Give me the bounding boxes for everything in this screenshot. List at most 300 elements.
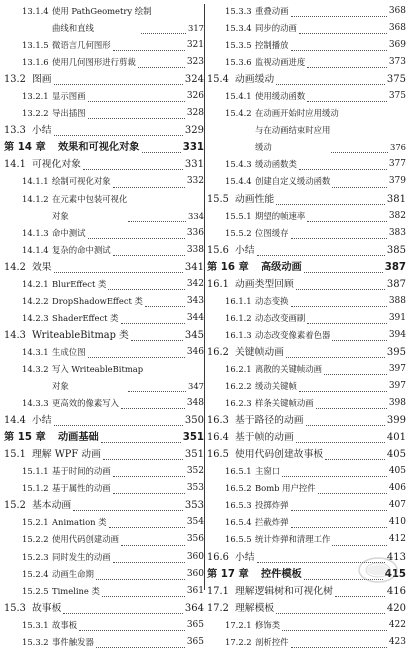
toc-number: 13.1.5 xyxy=(22,40,49,51)
toc-page-number: 328 xyxy=(186,108,204,119)
toc-title: 重叠动画 xyxy=(255,6,289,16)
toc-page-number: 323 xyxy=(186,57,204,68)
toc-entry xyxy=(4,71,204,88)
toc-number: 16.3 xyxy=(207,415,229,427)
toc-entry xyxy=(4,276,204,293)
toc-page-number: 395 xyxy=(386,346,406,358)
toc-title: 拦截炸弹 xyxy=(255,517,289,528)
toc-entry xyxy=(207,20,406,37)
toc-title: 与在动画结束时应用 xyxy=(255,125,331,136)
toc-entry xyxy=(207,88,406,105)
toc-leader-dots xyxy=(141,33,186,34)
toc-entry xyxy=(207,54,406,71)
toc-entry xyxy=(4,173,204,190)
toc-entry xyxy=(4,514,204,531)
toc-number: 13.2 xyxy=(4,74,26,86)
toc-title: 理解模板 xyxy=(235,602,275,614)
toc-leader-dots xyxy=(113,50,185,51)
toc-leader-dots xyxy=(332,340,386,341)
toc-page-number: 373 xyxy=(388,57,406,68)
toc-title: Animation 类 xyxy=(52,517,107,528)
toc-leader-dots xyxy=(282,476,387,477)
toc-entry xyxy=(207,531,406,548)
toc-leader-dots xyxy=(276,613,385,614)
toc-title: 效果和可视化对象 xyxy=(58,142,140,154)
toc-page-number: 406 xyxy=(388,483,406,494)
toc-title: 小结 xyxy=(32,125,52,137)
toc-page-number: 334 xyxy=(188,210,204,221)
toc-title: 命中测试 xyxy=(52,227,86,238)
toc-page-number: 317 xyxy=(188,23,204,34)
toc-page-number: 375 xyxy=(388,91,406,102)
toc-page-number: 420 xyxy=(386,602,406,614)
toc-title: 曲线和直线 xyxy=(52,23,94,34)
toc-number: 15.2.5 xyxy=(22,585,49,596)
toc-leader-dots xyxy=(54,272,183,273)
toc-page-number: 413 xyxy=(386,551,406,563)
toc-entry xyxy=(207,242,406,259)
toc-leader-dots xyxy=(325,459,385,460)
toc-title: 创建自定义缓动函数 xyxy=(255,176,331,187)
toc-title: 效果 xyxy=(32,261,52,273)
toc-number: 17.2.1 xyxy=(225,619,252,630)
toc-page-number: 324 xyxy=(184,74,204,86)
toc-entry xyxy=(4,480,204,497)
toc-title: 基本动画 xyxy=(32,500,72,512)
toc-number: 14.2.2 xyxy=(22,295,49,306)
toc-title: 高级动画 xyxy=(261,261,302,273)
toc-title: BlurEffect 类 xyxy=(52,278,107,289)
toc-entry xyxy=(4,566,204,583)
toc-leader-dots xyxy=(291,527,387,528)
toc-leader-dots xyxy=(145,306,185,307)
toc-page-number: 379 xyxy=(388,176,406,187)
toc-title: 缓动 xyxy=(255,142,272,153)
toc-title: 使用代码创建故事板 xyxy=(235,449,324,461)
toc-number: 15.6 xyxy=(207,244,229,256)
toc-entry xyxy=(207,276,406,293)
toc-number: 16.2.2 xyxy=(225,381,252,392)
toc-entry xyxy=(207,3,406,20)
toc-page-number: 387 xyxy=(386,278,406,290)
toc-leader-dots xyxy=(291,647,387,648)
toc-leader-dots xyxy=(138,67,185,68)
toc-number: 14.2.1 xyxy=(22,278,49,289)
toc-leader-dots xyxy=(73,510,183,511)
toc-leader-dots xyxy=(109,527,185,528)
toc-number: 14.1 xyxy=(4,159,26,171)
toc-leader-dots xyxy=(291,238,387,239)
toc-entry xyxy=(207,463,406,480)
toc-page-number: 397 xyxy=(388,381,406,392)
toc-number: 14.3 xyxy=(4,329,26,341)
toc-title: 动画性能 xyxy=(235,193,275,205)
toc-page-number: 368 xyxy=(388,6,406,16)
toc-entry xyxy=(207,71,406,88)
toc-page-number: 361 xyxy=(186,585,204,596)
toc-number: 16.5.5 xyxy=(225,534,252,545)
toc-entry xyxy=(4,259,204,276)
column-divider xyxy=(204,4,205,590)
toc-page-number: 360 xyxy=(186,551,204,562)
toc-page-number: 385 xyxy=(386,244,406,256)
toc-page-number: 394 xyxy=(388,329,406,340)
toc-title: 动态改变画刷 xyxy=(255,312,306,323)
toc-number: 16.2.3 xyxy=(225,398,252,409)
toc-title: 动态改变像素着色器 xyxy=(255,329,331,340)
toc-number: 16.5.4 xyxy=(225,517,252,528)
toc-number: 15.3.1 xyxy=(22,619,49,630)
toc-leader-dots xyxy=(331,152,388,153)
toc-number: 第 15 章 xyxy=(4,432,46,444)
toc-leader-dots xyxy=(282,630,387,631)
toc-page-number: 397 xyxy=(388,363,406,374)
toc-page-number: 387 xyxy=(384,261,406,273)
toc-leader-dots xyxy=(113,255,185,256)
toc-entry xyxy=(4,583,204,600)
toc-page-number: 351 xyxy=(184,449,204,461)
toc-title: 生成位图 xyxy=(52,346,86,357)
toc-number: 15.2.4 xyxy=(22,568,49,579)
toc-leader-dots xyxy=(332,187,386,188)
toc-title: 对象 xyxy=(52,210,69,221)
toc-page-number: 388 xyxy=(388,295,406,306)
toc-number: 15.1 xyxy=(4,449,26,461)
toc-entry xyxy=(4,344,204,361)
toc-chapter xyxy=(4,429,204,446)
toc-entry xyxy=(4,310,204,327)
toc-page-number: 391 xyxy=(388,312,406,323)
toc-leader-dots xyxy=(113,493,185,494)
toc-title: 小结 xyxy=(32,415,52,427)
toc-page-number: 331 xyxy=(184,159,204,171)
toc-entry xyxy=(207,225,406,242)
toc-number: 16.5.2 xyxy=(225,483,252,494)
toc-number: 17.2.2 xyxy=(225,636,252,647)
toc-entry xyxy=(4,156,204,173)
toc-title: 小结 xyxy=(235,244,255,256)
toc-number: 13.2.1 xyxy=(22,91,49,102)
toc-leader-dots xyxy=(304,272,383,273)
toc-entry xyxy=(4,37,204,54)
toc-leader-dots xyxy=(88,118,185,119)
toc-number: 14.2 xyxy=(4,261,26,273)
toc-entry xyxy=(4,3,204,20)
toc-page-number: 348 xyxy=(186,398,204,409)
toc-leader-dots xyxy=(291,306,387,307)
toc-title: 使用 PathGeometry 绘制 xyxy=(52,6,152,16)
toc-title: 基于时间的动画 xyxy=(52,466,111,477)
toc-entry xyxy=(4,105,204,122)
toc-title: Bomb 用户控件 xyxy=(255,483,316,494)
toc-number: 16.2.1 xyxy=(225,363,252,374)
toc-title: 期望的帧速率 xyxy=(255,210,306,221)
toc-title: 显示图画 xyxy=(52,91,86,102)
toc-page-number: 415 xyxy=(384,568,406,580)
toc-entry xyxy=(207,480,406,497)
toc-leader-dots xyxy=(83,169,183,170)
toc-title: 基于帧的动画 xyxy=(235,432,294,444)
toc-title: 更高效的像素写入 xyxy=(52,398,119,409)
watermark-stamp-icon xyxy=(357,555,399,585)
toc-page-number: 416 xyxy=(386,585,406,597)
toc-title: 理解 WPF 动画 xyxy=(32,449,101,461)
toc-entry xyxy=(207,378,406,395)
toc-number: 15.2.1 xyxy=(22,517,49,528)
toc-chapter xyxy=(207,259,406,276)
toc-title: 缓动函数类 xyxy=(255,159,297,170)
toc-leader-dots xyxy=(332,545,386,546)
toc-number: 16.4 xyxy=(207,432,229,444)
toc-number: 第 16 章 xyxy=(207,261,249,273)
toc-number: 16.1.1 xyxy=(225,295,252,306)
toc-entry xyxy=(4,191,204,208)
toc-entry xyxy=(207,583,406,600)
toc-entry-continuation xyxy=(4,378,204,395)
toc-entry xyxy=(207,617,406,634)
toc-entry xyxy=(4,634,204,651)
toc-number: 15.3.2 xyxy=(22,636,49,647)
toc-entry xyxy=(207,293,406,310)
toc-leader-dots xyxy=(113,562,185,563)
toc-title: 导出插图 xyxy=(52,108,86,119)
toc-title: 在元素中包装可视化 xyxy=(52,193,128,204)
toc-leader-dots xyxy=(299,33,387,34)
toc-page-number: 405 xyxy=(386,449,406,461)
toc-title: 动态变换 xyxy=(255,295,289,306)
toc-page-number: 351 xyxy=(182,432,204,444)
toc-leader-dots xyxy=(335,596,385,597)
toc-number: 15.4.1 xyxy=(225,91,252,102)
toc-page-number: 375 xyxy=(386,74,406,86)
toc-title: 关键帧动画 xyxy=(235,346,284,358)
toc-page-number: 336 xyxy=(186,227,204,238)
toc-title: 动画基础 xyxy=(58,432,99,444)
toc-number: 13.1.4 xyxy=(22,6,49,16)
toc-entry-continuation xyxy=(4,208,204,225)
toc-page-number: 329 xyxy=(184,125,204,137)
toc-title: 理解逻辑树和可视化树 xyxy=(235,585,333,597)
toc-title: 控件模板 xyxy=(261,568,302,580)
toc-title: DropShadowEffect 类 xyxy=(52,295,143,306)
toc-entry xyxy=(207,600,406,617)
toc-leader-dots xyxy=(318,493,387,494)
toc-number: 15.4.4 xyxy=(225,176,252,187)
toc-leader-dots xyxy=(128,391,186,392)
toc-title: 基于属性的动画 xyxy=(52,483,111,494)
toc-title: 剖析控件 xyxy=(255,636,289,647)
toc-entry xyxy=(4,225,204,242)
toc-leader-dots xyxy=(113,187,185,188)
toc-leader-dots xyxy=(307,221,387,222)
toc-page-number: 332 xyxy=(186,176,204,187)
toc-page-number: 347 xyxy=(188,381,204,392)
toc-entry xyxy=(207,446,406,463)
toc-page-number: 346 xyxy=(186,346,204,357)
toc-entry xyxy=(207,497,406,514)
toc-number: 15.4 xyxy=(207,74,229,86)
toc-entry xyxy=(4,88,204,105)
toc-title: 动画缓动 xyxy=(235,74,275,86)
toc-number: 15.3.5 xyxy=(225,40,252,51)
toc-page-number: 344 xyxy=(186,312,204,323)
toc-leader-dots xyxy=(121,323,185,324)
toc-leader-dots xyxy=(307,323,387,324)
toc-leader-dots xyxy=(276,204,385,205)
toc-page-number: 356 xyxy=(186,534,204,545)
toc-title: 可视化对象 xyxy=(32,159,81,171)
toc-entry xyxy=(4,617,204,634)
toc-title: 同时发生的动画 xyxy=(52,551,111,562)
toc-leader-dots xyxy=(88,357,185,358)
toc-entry xyxy=(207,105,406,122)
toc-leader-dots xyxy=(96,647,185,648)
toc-entry xyxy=(4,600,204,617)
toc-number: 15.5 xyxy=(207,193,229,205)
toc-page-number: 365 xyxy=(186,619,204,630)
toc-leader-dots xyxy=(79,630,185,631)
toc-leader-dots xyxy=(307,67,387,68)
toc-title: 控制播放 xyxy=(255,40,289,51)
toc-entry xyxy=(207,344,406,361)
toc-entry xyxy=(207,395,406,412)
toc-leader-dots xyxy=(54,84,183,85)
toc-page-number: 381 xyxy=(386,193,406,205)
toc-leader-dots xyxy=(286,357,385,358)
toc-page-number: 360 xyxy=(186,568,204,579)
toc-page-number: 382 xyxy=(388,210,406,221)
toc-number: 15.3.4 xyxy=(225,23,252,34)
toc-number: 16.1.2 xyxy=(225,312,252,323)
toc-leader-dots xyxy=(307,101,387,102)
toc-page-number: 399 xyxy=(386,415,406,427)
toc-entry xyxy=(4,531,204,548)
toc-entry-continuation xyxy=(4,20,204,37)
toc-number: 15.3 xyxy=(4,602,26,614)
toc-page-number: 368 xyxy=(388,23,406,34)
toc-leader-dots xyxy=(324,374,387,375)
toc-entry xyxy=(4,395,204,412)
toc-number: 14.3.3 xyxy=(22,398,49,409)
toc-leader-dots xyxy=(299,169,387,170)
toc-entry xyxy=(207,327,406,344)
toc-page-number: 376 xyxy=(390,142,406,153)
toc-number: 14.1.3 xyxy=(22,227,49,238)
toc-page-number: 354 xyxy=(186,517,204,528)
toc-title: WriteableBitmap 类 xyxy=(32,329,129,341)
toc-number: 14.1.2 xyxy=(22,193,49,204)
toc-number: 16.2 xyxy=(207,346,229,358)
toc-leader-dots xyxy=(299,391,387,392)
toc-page-number: 412 xyxy=(388,534,406,545)
toc-entry xyxy=(4,54,204,71)
toc-number: 16.5 xyxy=(207,449,229,461)
toc-leader-dots xyxy=(276,84,385,85)
toc-leader-dots xyxy=(103,459,183,460)
toc-page-number: 343 xyxy=(186,295,204,306)
toc-entry xyxy=(4,361,204,378)
toc-entry xyxy=(4,242,204,259)
toc-number: 14.4 xyxy=(4,415,26,427)
toc-entry xyxy=(207,514,406,531)
toc-title: 复杂的命中测试 xyxy=(52,244,111,255)
toc-entry xyxy=(4,122,204,139)
toc-page-number: 345 xyxy=(184,329,204,341)
toc-number: 16.6 xyxy=(207,551,229,563)
toc-entry xyxy=(207,634,406,651)
toc-title: Timeline 类 xyxy=(52,585,100,596)
toc-title: 缓动关键帧 xyxy=(255,381,297,392)
toc-leader-dots xyxy=(102,596,185,597)
toc-entry xyxy=(207,412,406,429)
toc-title: 投掷炸弹 xyxy=(255,500,289,511)
toc-page-number: 407 xyxy=(388,500,406,511)
toc-leader-dots xyxy=(306,425,385,426)
toc-leader-dots xyxy=(54,135,183,136)
toc-number: 15.5.2 xyxy=(225,227,252,238)
toc-number: 14.1.4 xyxy=(22,244,49,255)
toc-page-number: 422 xyxy=(388,619,406,630)
toc-title: 故事板 xyxy=(52,619,78,630)
toc-page-number: 321 xyxy=(186,40,204,51)
toc-title: 绘制可视化对象 xyxy=(52,176,111,187)
toc-entry xyxy=(207,156,406,173)
toc-number: 14.1.1 xyxy=(22,176,49,187)
toc-number: 第 17 章 xyxy=(207,568,249,580)
toc-title: ShaderEffect 类 xyxy=(52,312,119,323)
toc-leader-dots xyxy=(101,442,181,443)
toc-entry xyxy=(207,429,406,446)
toc-number: 16.5.3 xyxy=(225,500,252,511)
toc-title: 监视动画进度 xyxy=(255,57,306,68)
toc-leader-dots xyxy=(128,221,186,222)
toc-title: 离散的关键帧动画 xyxy=(255,363,322,374)
toc-entry xyxy=(4,463,204,480)
toc-entry xyxy=(207,361,406,378)
toc-number: 第 14 章 xyxy=(4,142,46,154)
toc-number: 17.1 xyxy=(207,585,229,597)
toc-entry xyxy=(4,412,204,429)
toc-chapter xyxy=(4,139,204,156)
toc-leader-dots xyxy=(296,442,385,443)
toc-leader-dots xyxy=(291,16,387,17)
toc-entry xyxy=(4,497,204,514)
toc-number: 13.2.2 xyxy=(22,108,49,119)
toc-entry xyxy=(207,173,406,190)
toc-leader-dots xyxy=(257,255,385,256)
toc-title: 故事板 xyxy=(32,602,62,614)
toc-page-number: 342 xyxy=(186,278,204,289)
toc-page-number: 410 xyxy=(388,517,406,528)
toc-title: 小结 xyxy=(235,551,255,563)
toc-page-number: 377 xyxy=(388,159,406,170)
toc-page-number: 353 xyxy=(184,500,204,512)
toc-column-right xyxy=(207,3,406,651)
toc-page-number: 364 xyxy=(184,602,204,614)
toc-entry xyxy=(207,310,406,327)
toc-number: 16.5.1 xyxy=(225,466,252,477)
toc-page-number: 350 xyxy=(184,415,204,427)
toc-title: 位图缓存 xyxy=(255,227,289,238)
toc-title: 图画 xyxy=(32,74,52,86)
toc-number: 15.4.3 xyxy=(225,159,252,170)
toc-number: 15.1.1 xyxy=(22,466,49,477)
toc-number: 15.4.2 xyxy=(225,108,252,119)
toc-entry xyxy=(207,208,406,225)
toc-page-number: 326 xyxy=(186,91,204,102)
toc-number: 15.2 xyxy=(4,500,26,512)
toc-leader-dots xyxy=(142,152,181,153)
